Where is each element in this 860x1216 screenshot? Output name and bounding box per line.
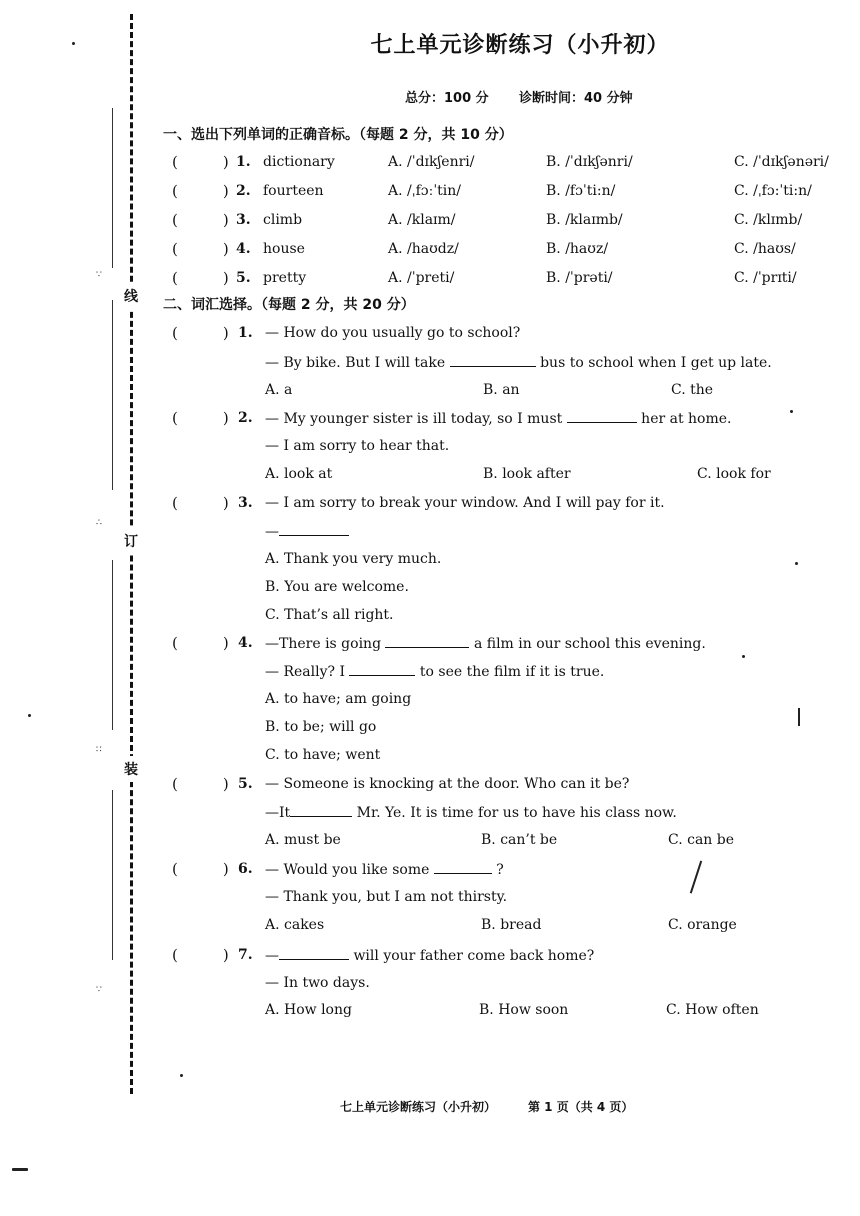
line-text: — bbox=[265, 948, 279, 964]
option-b: B. to be; will go bbox=[265, 719, 377, 735]
faint-margin-mark: ∵ bbox=[96, 985, 102, 995]
option-b: B. an bbox=[483, 382, 520, 398]
answer-parentheses: ( ) bbox=[172, 211, 229, 229]
question-line-1: — I am sorry to break your window. And I will pay for it. bbox=[265, 495, 665, 511]
answer-parentheses: ( ) bbox=[172, 494, 229, 512]
fill-blank[interactable] bbox=[349, 663, 415, 676]
question-line-1 bbox=[265, 635, 706, 652]
option-b: B. look after bbox=[483, 466, 571, 482]
question-number: 1. bbox=[238, 325, 253, 341]
scan-speck bbox=[795, 562, 798, 565]
line-text: Mr. Ye. It is time for us to have his class now. bbox=[356, 805, 677, 821]
scan-speck bbox=[742, 655, 745, 658]
footer-page-number: 第 1 页（共 4 页） bbox=[528, 1100, 634, 1114]
pen-stroke bbox=[690, 861, 702, 894]
question-word: dictionary bbox=[263, 154, 335, 170]
answer-parentheses: ( ) bbox=[172, 409, 229, 427]
question-line-1 bbox=[265, 861, 504, 878]
question-line-2: — Thank you, but I am not thirsty. bbox=[265, 889, 508, 905]
answer-parentheses: ( ) bbox=[172, 182, 229, 200]
question-number: 1. bbox=[236, 154, 251, 170]
option-a: A. Thank you very much. bbox=[265, 551, 442, 567]
line-text: a film in our school this evening. bbox=[473, 636, 706, 652]
footer-title: 七上单元诊断练习（小升初） bbox=[340, 1100, 497, 1114]
option-c: C. That’s all right. bbox=[265, 607, 394, 623]
question-line-2 bbox=[265, 354, 772, 371]
margin-label-zhuang: 装 bbox=[124, 756, 138, 782]
question-number: 4. bbox=[238, 635, 253, 651]
option-a: A. /haʊdz/ bbox=[388, 241, 459, 257]
question-line-2 bbox=[265, 523, 349, 540]
margin-label-ding: 订 bbox=[124, 528, 138, 554]
question-number: 4. bbox=[236, 241, 251, 257]
question-word: fourteen bbox=[263, 183, 324, 199]
question-line-2 bbox=[265, 804, 677, 821]
line-text: —It bbox=[265, 805, 291, 821]
binding-cut-line bbox=[130, 14, 133, 1094]
line-text: to see the film if it is true. bbox=[419, 664, 605, 680]
question-line-2: — I am sorry to hear that. bbox=[265, 438, 450, 454]
option-a: A. /ˈpreti/ bbox=[388, 270, 455, 286]
option-c: C. /ˌfɔ:ˈti:n/ bbox=[734, 183, 812, 199]
question-number: 2. bbox=[238, 410, 253, 426]
margin-answer-line bbox=[112, 300, 113, 490]
question-number: 5. bbox=[236, 270, 251, 286]
scan-speck bbox=[790, 410, 793, 413]
option-c: C. How often bbox=[666, 1002, 759, 1018]
answer-parentheses: ( ) bbox=[172, 324, 229, 342]
fill-blank[interactable] bbox=[450, 354, 536, 367]
question-word: climb bbox=[263, 212, 303, 228]
question-line-2 bbox=[265, 663, 604, 680]
option-c: C. /ˈdɪkʃənəri/ bbox=[734, 154, 829, 170]
exam-time: 诊断时间：40 分钟 bbox=[519, 91, 633, 106]
scan-speck bbox=[180, 1074, 183, 1077]
question-word: house bbox=[263, 241, 305, 257]
fill-blank[interactable] bbox=[290, 804, 352, 817]
question-number: 3. bbox=[238, 495, 253, 511]
faint-margin-mark: ∵ bbox=[96, 270, 102, 280]
scan-speck bbox=[12, 1168, 28, 1171]
margin-label-xian: 线 bbox=[124, 283, 138, 309]
line-text: her at home. bbox=[641, 411, 732, 427]
fill-blank[interactable] bbox=[567, 410, 637, 423]
faint-margin-mark: ∷ bbox=[96, 745, 102, 755]
option-b: B. /klaɪmb/ bbox=[546, 212, 623, 228]
line-text: — Would you like some bbox=[265, 862, 430, 878]
option-a: A. a bbox=[265, 382, 293, 398]
option-c: C. /klɪmb/ bbox=[734, 212, 803, 228]
answer-parentheses: ( ) bbox=[172, 240, 229, 258]
option-c: C. the bbox=[671, 382, 714, 398]
question-line-1 bbox=[265, 410, 732, 427]
answer-parentheses: ( ) bbox=[172, 946, 229, 964]
question-number: 5. bbox=[238, 776, 253, 792]
option-a: A. /ˈdɪkʃenri/ bbox=[388, 154, 475, 170]
answer-parentheses: ( ) bbox=[172, 634, 229, 652]
option-a: A. How long bbox=[265, 1002, 352, 1018]
option-b: B. /haʊz/ bbox=[546, 241, 609, 257]
option-a: A. to have; am going bbox=[265, 691, 412, 707]
option-a: A. cakes bbox=[265, 917, 325, 933]
option-b: B. /ˈprəti/ bbox=[546, 270, 613, 286]
option-a: A. /klaɪm/ bbox=[388, 212, 456, 228]
total-score: 总分：100 分 bbox=[405, 91, 489, 106]
line-text: — bbox=[265, 524, 279, 540]
option-c: C. orange bbox=[668, 917, 737, 933]
answer-parentheses: ( ) bbox=[172, 775, 229, 793]
question-line-1: — Someone is knocking at the door. Who can it be? bbox=[265, 776, 630, 792]
option-b: B. /fɔˈti:n/ bbox=[546, 183, 616, 199]
option-c: C. /haʊs/ bbox=[734, 241, 796, 257]
margin-answer-line bbox=[112, 790, 113, 960]
line-text: — By bike. But I will take bbox=[265, 355, 446, 371]
option-c: C. look for bbox=[697, 466, 771, 482]
answer-parentheses: ( ) bbox=[172, 269, 229, 287]
scan-speck bbox=[28, 714, 31, 717]
line-text: bus to school when I get up late. bbox=[540, 355, 772, 371]
line-text: will your father come back home? bbox=[353, 948, 595, 964]
option-b: B. bread bbox=[481, 917, 542, 933]
section1-heading: 一、选出下列单词的正确音标。（每题 2 分，共 10 分） bbox=[163, 127, 513, 143]
fill-blank[interactable] bbox=[279, 523, 349, 536]
option-b: B. How soon bbox=[479, 1002, 569, 1018]
line-text: — My younger sister is ill today, so I must bbox=[265, 411, 563, 427]
page-title: 七上单元诊断练习（小升初） bbox=[370, 33, 670, 58]
fill-blank[interactable] bbox=[385, 635, 469, 648]
question-line-1: — How do you usually go to school? bbox=[265, 325, 521, 341]
line-text: ? bbox=[496, 862, 504, 878]
line-text: — Really? I bbox=[265, 664, 345, 680]
question-line-2: — In two days. bbox=[265, 975, 370, 991]
question-word: pretty bbox=[263, 270, 307, 286]
option-c: C. /ˈprɪti/ bbox=[734, 270, 797, 286]
section2-heading: 二、词汇选择。（每题 2 分，共 20 分） bbox=[163, 297, 415, 313]
fill-blank[interactable] bbox=[434, 861, 492, 874]
question-line-1 bbox=[265, 947, 594, 964]
answer-parentheses: ( ) bbox=[172, 153, 229, 171]
fill-blank[interactable] bbox=[279, 947, 349, 960]
option-a: A. must be bbox=[265, 832, 341, 848]
scan-speck bbox=[798, 708, 800, 726]
option-b: B. can’t be bbox=[481, 832, 558, 848]
option-c: C. can be bbox=[668, 832, 735, 848]
option-a: A. look at bbox=[265, 466, 333, 482]
line-text: —There is going bbox=[265, 636, 382, 652]
option-b: B. You are welcome. bbox=[265, 579, 409, 595]
question-number: 2. bbox=[236, 183, 251, 199]
option-b: B. /ˈdɪkʃənri/ bbox=[546, 154, 633, 170]
option-a: A. /ˌfɔːˈtin/ bbox=[388, 183, 462, 199]
question-number: 3. bbox=[236, 212, 251, 228]
margin-answer-line bbox=[112, 108, 113, 268]
margin-answer-line bbox=[112, 560, 113, 730]
option-c: C. to have; went bbox=[265, 747, 381, 763]
faint-margin-mark: ∴ bbox=[96, 518, 102, 528]
question-number: 6. bbox=[238, 861, 253, 877]
answer-parentheses: ( ) bbox=[172, 860, 229, 878]
question-number: 7. bbox=[238, 947, 253, 963]
